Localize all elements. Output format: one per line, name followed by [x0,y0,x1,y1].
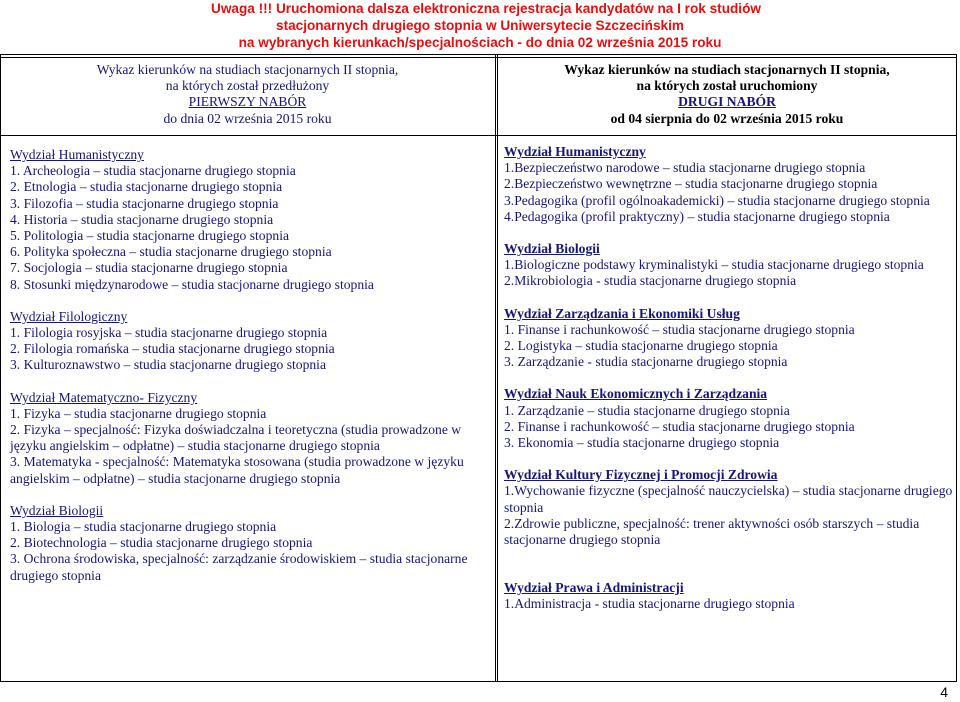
faculty-heading[interactable]: Wydział Humanistyczny [504,144,646,159]
list-item: 2. Fizyka – specjalność: Fizyka doświadczalna i teoretyczna (studia prowadzone w języku angielskim – odpłatne) – studia stacjonarne drugiego stopnia [10,422,462,454]
faculty-heading[interactable]: Wydział Filologiczny [10,308,128,324]
list-item: 1.Administracja - studia stacjonarne drugiego stopnia [504,596,795,612]
left-heading-line-1: Wykaz kierunków na studiach stacjonarnych II stopnia, [96,62,399,77]
table-divider-heading [0,135,957,136]
right-heading-nabor: DRUGI NABÓR [678,94,776,110]
list-item: 1. Fizyka – studia stacjonarne drugiego stopnia [10,405,267,421]
list-item: 1. Archeologia – studia stacjonarne drugiego stopnia [10,163,296,179]
list-item: 1.Wychowanie fizyczne (specjalność nauczycielska) – studia stacjonarne drugiego stopnia [504,483,953,515]
list-item: 1. Zarządzanie – studia stacjonarne drugiego stopnia [504,402,790,418]
right-heading-line-1: Wykaz kierunków na studiach stacjonarnych II stopnia, [564,62,890,77]
list-item: 1.Biologiczne podstawy kryminalistyki – studia stacjonarne drugiego stopnia [504,257,924,273]
faculty-heading[interactable]: Wydział Nauk Ekonomicznych i Zarządzania [504,386,768,402]
list-item: 4.Pedagogika (profil praktyczny) – studia stacjonarne drugiego stopnia [504,208,890,224]
page-number: 4 [940,684,948,700]
right-heading-line-2: na których został uruchomiony [636,78,818,94]
right-heading-date: od 04 sierpnia do 02 września 2015 roku [610,110,844,126]
list-item: 3. Zarządzanie - studia stacjonarne drugiego stopnia [504,354,788,370]
list-item: 6. Polityka społeczna – studia stacjonarne drugiego stopnia [10,244,332,260]
list-item: 1. Finanse i rachunkowość – studia stacjonarne drugiego stopnia [504,321,855,337]
left-column-list [10,147,490,584]
left-heading-nabor: PIERWSZY NABÓR [188,94,307,110]
faculty-heading[interactable]: Wydział Humanistyczny [10,147,144,162]
list-item: 1.Bezpieczeństwo narodowe – studia stacjonarne drugiego stopnia [504,160,866,176]
column-divider [495,54,496,682]
faculty-heading[interactable]: Wydział Biologii [504,241,600,257]
list-item: 2.Bezpieczeństwo wewnętrzne – studia stacjonarne drugiego stopnia [504,176,878,192]
left-heading-date: do dnia 02 września 2015 roku [163,110,332,126]
header-line-1: Uwaga !!! Uruchomiona dalsza elektroniczna rejestracja kandydatów na I rok studiów [211,1,761,16]
right-column-heading [498,62,956,127]
list-item: 1. Filologia rosyjska – studia stacjonarne drugiego stopnia [10,325,328,341]
list-item: 5. Politologia – studia stacjonarne drugiego stopnia [10,228,290,244]
right-column-list [504,144,954,613]
list-item: 3. Matematyka - specjalność: Matematyka stosowana (studia prowadzone w języku angielskim – odpłatne) – studia stacjonarne drugiego stopnia [10,454,464,486]
list-item: 2. Biotechnologia – studia stacjonarne drugiego stopnia [10,535,313,551]
list-item: 3.Pedagogika (profil ogólnoakademicki) – studia stacjonarne drugiego stopnia [504,192,930,208]
list-item: 2. Filologia romańska – studia stacjonarne drugiego stopnia [10,341,335,357]
left-heading-line-2: na których został przedłużony [165,78,330,94]
left-column-heading [0,62,495,127]
list-item: 2. Etnologia – studia stacjonarne drugiego stopnia [10,179,283,195]
list-item: 2. Logistyka – studia stacjonarne drugiego stopnia [504,338,778,354]
faculty-heading[interactable]: Wydział Kultury Fizycznej i Promocji Zdrowia [504,467,778,483]
column-divider-double [497,54,498,682]
table-divider-top [0,57,957,58]
page-header [0,0,960,51]
list-item: 3. Ekonomia – studia stacjonarne drugiego stopnia [504,435,780,451]
list-item: 3. Ochrona środowiska, specjalność: zarządzanie środowiskiem – studia stacjonarne drugiego stopnia [10,551,468,583]
list-item: 8. Stosunki międzynarodowe – studia stacjonarne drugiego stopnia [10,276,374,292]
list-item: 1. Biologia – studia stacjonarne drugiego stopnia [10,519,277,535]
header-line-2: stacjonarnych drugiego stopnia w Uniwersytecie Szczecińskim [276,18,684,33]
header-line-3: na wybranych kierunkach/specjalnościach - do dnia 02 września 2015 roku [238,35,722,50]
list-item: 3. Kulturoznawstwo – studia stacjonarne drugiego stopnia [10,357,326,373]
faculty-heading[interactable]: Wydział Prawa i Administracji [504,580,684,596]
faculty-heading[interactable]: Wydział Matematyczno- Fizyczny [10,389,198,405]
list-item: 7. Socjologia – studia stacjonarne drugiego stopnia [10,260,288,276]
list-item: 2.Mikrobiologia - studia stacjonarne drugiego stopnia [504,273,797,289]
faculty-heading[interactable]: Wydział Zarządzania i Ekonomiki Usług [504,305,740,321]
list-item: 3. Filozofia – studia stacjonarne drugiego stopnia [10,195,279,211]
list-item: 2. Finanse i rachunkowość – studia stacjonarne drugiego stopnia [504,418,855,434]
list-item: 4. Historia – studia stacjonarne drugiego stopnia [10,211,274,227]
faculty-heading[interactable]: Wydział Biologii [10,502,104,518]
list-item: 2.Zdrowie publiczne, specjalność: trener aktywności osób starszych – studia stacjonarne drugiego stopnia [504,515,920,548]
